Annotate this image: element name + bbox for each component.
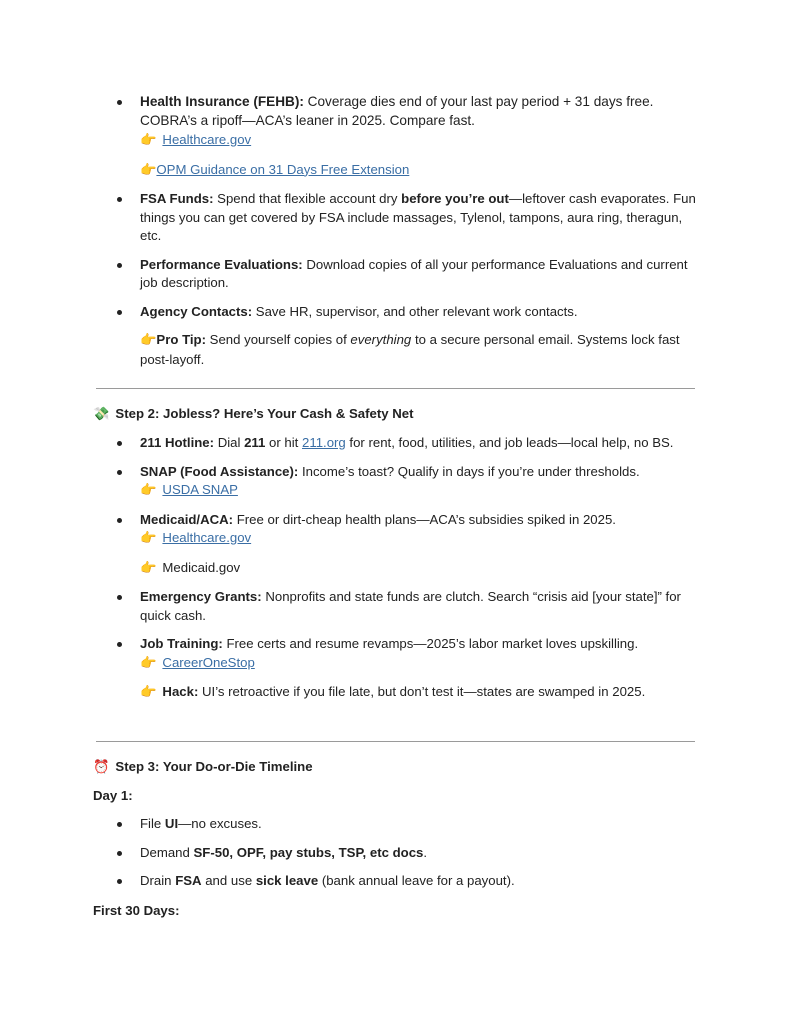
- fsa-text-1: Spend that flexible account dry: [213, 191, 402, 206]
- medicaid-text: Free or dirt-cheap health plans—ACA’s subsidies spiked in 2025.: [233, 511, 616, 527]
- pointing-hand-icon: 👉: [140, 560, 157, 576]
- medicaid-gov-row: [0, 559, 791, 579]
- pro-tip-text-2: to a secure personal email. Systems lock fast post-layoff.: [140, 332, 680, 367]
- step3-heading-text: Step 3: Your Do-or-Die Timeline: [115, 759, 313, 774]
- first-30-days-heading: First 30 Days:: [93, 903, 180, 918]
- training-label: Job Training:: [140, 636, 223, 651]
- bullet: [117, 822, 122, 827]
- bullet: [117, 642, 122, 647]
- pointing-hand-icon: 👉: [140, 133, 157, 148]
- fehb-link-row-1: [0, 131, 791, 151]
- bullet: [117, 518, 122, 523]
- list-item-medicaid: [0, 511, 791, 549]
- bullet: [117, 100, 122, 105]
- hotline-number: 211: [244, 435, 266, 450]
- list-item-job-training: [0, 635, 791, 673]
- fsa-bold: before you’re out: [401, 191, 509, 206]
- item-text: and use: [201, 873, 256, 888]
- performance-text: Download copies of all your performance Evaluations and current job description.: [140, 256, 688, 290]
- step2-list: [0, 434, 791, 703]
- bullet: [117, 595, 122, 600]
- medicaid-gov-text: Medicaid.gov: [162, 559, 241, 575]
- training-text: Free certs and resume revamps—2025’s labor market loves upskilling.: [222, 636, 639, 651]
- list-item-contacts: [0, 303, 791, 322]
- hack-text: UI’s retroactive if you file late, but don’t test it—states are swamped in 2025.: [198, 684, 646, 699]
- pro-tip-emphasis: everything: [350, 332, 412, 347]
- day1-list: [0, 815, 791, 891]
- list-item-emergency-grants: [0, 588, 791, 625]
- snap-text: Income’s toast? Qualify in days if you’re under thresholds.: [298, 463, 640, 479]
- step3-heading: [93, 758, 313, 777]
- bullet: [117, 263, 122, 268]
- alarm-clock-icon: ⏰: [93, 760, 110, 775]
- list-item-drain-fsa: [0, 872, 791, 891]
- pointing-hand-icon: 👉: [140, 483, 157, 498]
- list-item-file-ui: [0, 815, 791, 834]
- hotline-label: 211 Hotline:: [140, 435, 215, 450]
- item-text: .: [423, 844, 428, 860]
- careeronestop-link[interactable]: CareerOneStop: [162, 654, 255, 670]
- list-item-fsa: [0, 190, 791, 246]
- item-text: (bank annual leave for a payout).: [318, 873, 515, 888]
- step2-heading-text: Step 2: Jobless? Here’s Your Cash & Safety Net: [115, 406, 414, 421]
- fehb-text: Coverage dies end of your last pay period + 31 days free. COBRA’s a ripoff—ACA’s leaner in 2025. Compare fast.: [140, 94, 654, 128]
- list-item-fehb: [0, 93, 791, 130]
- fehb-link-row-2: [0, 161, 791, 181]
- fsa-label: FSA Funds:: [140, 191, 214, 206]
- money-with-wings-icon: 💸: [93, 407, 110, 422]
- divider: [96, 741, 695, 742]
- item-bold: sick leave: [255, 873, 319, 888]
- bullet: [117, 197, 122, 202]
- healthcare-gov-link[interactable]: Healthcare.gov: [162, 530, 252, 545]
- pro-tip-text-1: Send yourself copies of: [206, 332, 351, 347]
- bullet: [117, 851, 122, 856]
- grants-text: Nonprofits and state funds are clutch. Search “crisis aid [your state]” for quick cash.: [140, 589, 681, 623]
- hotline-text-1: Dial: [214, 435, 245, 450]
- item-text: Demand: [140, 844, 194, 860]
- 211-org-link[interactable]: 211.org: [302, 435, 346, 450]
- bullet: [117, 441, 122, 446]
- performance-label: Performance Evaluations:: [140, 256, 303, 272]
- list-item-211-hotline: [0, 434, 791, 453]
- pointing-hand-icon: 👉: [140, 162, 157, 178]
- item-bold: UI: [164, 816, 179, 831]
- item-text: File: [140, 816, 165, 831]
- bullet: [117, 470, 122, 475]
- item-bold: SF-50, OPF, pay stubs, TSP, etc docs: [193, 844, 424, 860]
- pro-tip-label: Pro Tip:: [156, 332, 206, 347]
- hack-tip: [0, 683, 791, 703]
- hotline-text-3: for rent, food, utilities, and job leads—local help, no BS.: [345, 435, 674, 450]
- list-item-performance: [0, 256, 791, 293]
- list-item-snap: [0, 463, 791, 501]
- contacts-label: Agency Contacts:: [140, 303, 253, 319]
- healthcare-gov-link[interactable]: Healthcare.gov: [162, 132, 252, 147]
- pointing-hand-icon: 👉: [140, 655, 157, 671]
- fehb-label: Health Insurance (FEHB):: [140, 94, 304, 109]
- item-bold: FSA: [175, 873, 202, 888]
- fsa-text-2: —leftover cash evaporates. Fun things you can get covered by FSA include massages, Tylenol, tampons, aura ring, theragun, etc.: [140, 191, 696, 243]
- item-text: —no excuses.: [178, 816, 262, 831]
- usda-snap-link[interactable]: USDA SNAP: [162, 482, 238, 497]
- grants-label: Emergency Grants:: [140, 589, 262, 604]
- day1-heading: Day 1:: [93, 788, 133, 803]
- bullet: [117, 879, 122, 884]
- item-text: Drain: [140, 873, 176, 888]
- opm-guidance-link[interactable]: OPM Guidance on 31 Days Free Extension: [156, 161, 410, 177]
- step1-list: [0, 93, 791, 369]
- snap-label: SNAP (Food Assistance):: [140, 463, 299, 479]
- pointing-hand-icon: 👉: [140, 531, 157, 546]
- divider: [96, 388, 695, 389]
- step2-heading: [93, 405, 413, 424]
- bullet: [117, 310, 122, 315]
- list-item-demand-docs: [0, 844, 791, 863]
- pointing-hand-icon: 👉: [140, 685, 157, 700]
- pro-tip: [0, 331, 791, 369]
- hack-label: Hack:: [162, 684, 199, 699]
- medicaid-label: Medicaid/ACA:: [140, 511, 234, 527]
- contacts-text: Save HR, supervisor, and other relevant work contacts.: [252, 303, 578, 319]
- pointing-hand-icon: 👉: [140, 333, 157, 348]
- hotline-text-2: or hit: [265, 435, 303, 450]
